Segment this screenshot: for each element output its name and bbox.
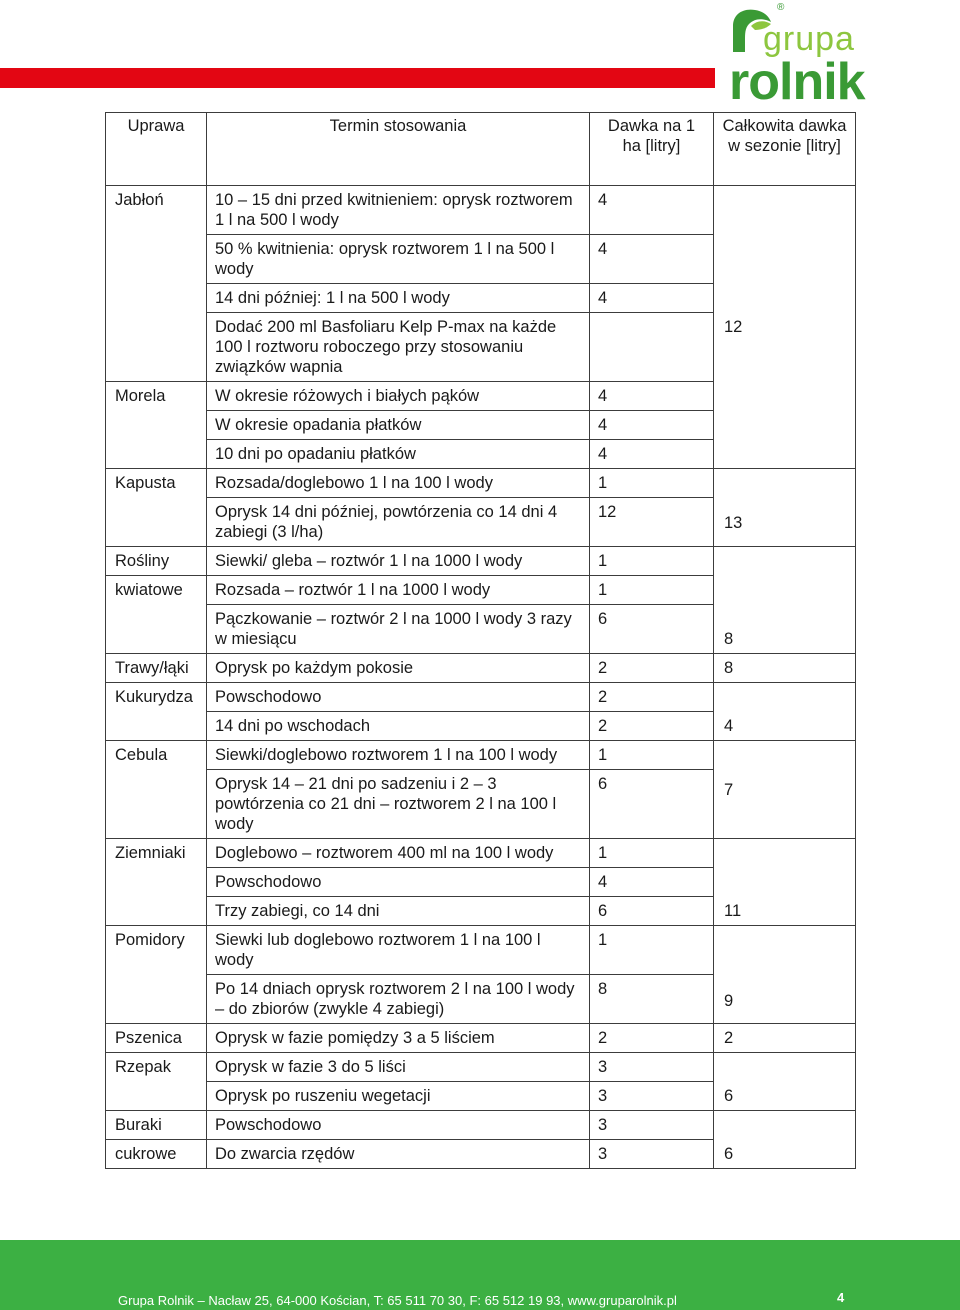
table-row <box>106 926 856 975</box>
footer-contact-text: Grupa Rolnik – Nacław 25, 64-000 Kościan, T: 65 511 70 30, F: 65 512 19 93, www.gruparolnik.pl <box>118 1293 677 1308</box>
term-cell: Pączkowanie – roztwór 2 l na 1000 l wody 3 razy w miesiącu <box>207 605 590 654</box>
table-header-row <box>106 113 856 186</box>
table-row <box>106 683 856 712</box>
dose-cell: 8 <box>590 975 714 1024</box>
crop-cell: Ziemniaki <box>106 839 207 926</box>
term-cell: 14 dni po wschodach <box>207 712 590 741</box>
term-cell: Do zwarcia rzędów <box>207 1140 590 1169</box>
crop-cell: Rzepak <box>106 1053 207 1111</box>
term-cell: Siewki lub doglebowo roztworem 1 l na 100 l wody <box>207 926 590 975</box>
dose-cell: 6 <box>590 770 714 839</box>
dose-cell: 3 <box>590 1111 714 1140</box>
table-row <box>106 186 856 235</box>
crop-cell: Pszenica <box>106 1024 207 1053</box>
table-row <box>106 547 856 576</box>
term-cell: Rozsada – roztwór 1 l na 1000 l wody <box>207 576 590 605</box>
total-cell: 6 <box>714 1111 856 1169</box>
crop-cell: Cebula <box>106 741 207 839</box>
table-row <box>106 654 856 683</box>
dose-cell: 1 <box>590 576 714 605</box>
total-cell: 13 <box>714 469 856 547</box>
term-cell: Oprysk w fazie 3 do 5 liści <box>207 1053 590 1082</box>
header-term: Termin stosowania <box>207 113 590 186</box>
dose-cell: 2 <box>590 654 714 683</box>
table-row <box>106 741 856 770</box>
term-cell: Doglebowo – roztworem 400 ml na 100 l wody <box>207 839 590 868</box>
crop-cell: Morela <box>106 382 207 469</box>
dose-cell: 2 <box>590 712 714 741</box>
dose-cell: 6 <box>590 897 714 926</box>
dose-cell: 2 <box>590 1024 714 1053</box>
term-cell: Trzy zabiegi, co 14 dni <box>207 897 590 926</box>
table-row <box>106 1053 856 1082</box>
term-cell: Oprysk 14 – 21 dni po sadzeniu i 2 – 3 powtórzenia co 21 dni – roztworem 2 l na 100 l wody <box>207 770 590 839</box>
term-cell: Dodać 200 ml Basfoliaru Kelp P-max na każde 100 l roztworu roboczego przy stosowaniu związków wapnia <box>207 313 590 382</box>
logo-text-grupa: grupa <box>763 20 855 58</box>
table-row <box>106 1024 856 1053</box>
dose-cell: 1 <box>590 926 714 975</box>
dose-cell: 4 <box>590 868 714 897</box>
term-cell: Powschodowo <box>207 1111 590 1140</box>
crop-cell: Pomidory <box>106 926 207 1024</box>
crop-cell: Kukurydza <box>106 683 207 741</box>
dose-cell: 1 <box>590 839 714 868</box>
crop-cell: kwiatowe <box>106 576 207 654</box>
term-cell: Powschodowo <box>207 868 590 897</box>
dose-cell: 4 <box>590 411 714 440</box>
term-cell: Oprysk 14 dni później, powtórzenia co 14 dni 4 zabiegi (3 l/ha) <box>207 498 590 547</box>
crop-cell: Rośliny <box>106 547 207 576</box>
term-cell: Oprysk po każdym pokosie <box>207 654 590 683</box>
term-cell: W okresie różowych i białych pąków <box>207 382 590 411</box>
term-cell: Po 14 dniach oprysk roztworem 2 l na 100 l wody – do zbiorów (zwykle 4 zabiegi) <box>207 975 590 1024</box>
term-cell: Siewki/doglebowo roztworem 1 l na 100 l wody <box>207 741 590 770</box>
registered-mark: ® <box>777 2 785 13</box>
term-cell: W okresie opadania płatków <box>207 411 590 440</box>
table-row <box>106 469 856 498</box>
dose-cell: 1 <box>590 741 714 770</box>
total-cell: 4 <box>714 683 856 741</box>
dose-cell: 3 <box>590 1082 714 1111</box>
dose-cell: 2 <box>590 683 714 712</box>
total-cell: 8 <box>714 654 856 683</box>
crop-cell: cukrowe <box>106 1140 207 1169</box>
total-cell: 9 <box>714 926 856 1024</box>
dose-cell: 1 <box>590 547 714 576</box>
dose-cell: 4 <box>590 284 714 313</box>
footer-bar <box>0 1240 960 1310</box>
table-row <box>106 839 856 868</box>
term-cell: Powschodowo <box>207 683 590 712</box>
term-cell: 10 dni po opadaniu płatków <box>207 440 590 469</box>
crop-cell: Buraki <box>106 1111 207 1140</box>
dose-cell: 12 <box>590 498 714 547</box>
term-cell: Oprysk w fazie pomiędzy 3 a 5 liściem <box>207 1024 590 1053</box>
grupa-rolnik-logo <box>715 0 960 111</box>
dose-cell: 4 <box>590 440 714 469</box>
crop-cell: Jabłoń <box>106 186 207 382</box>
dose-cell: 4 <box>590 382 714 411</box>
crop-cell: Kapusta <box>106 469 207 547</box>
term-cell: 10 – 15 dni przed kwitnieniem: oprysk roztworem 1 l na 500 l wody <box>207 186 590 235</box>
header-crop: Uprawa <box>106 113 207 186</box>
dose-cell: 4 <box>590 235 714 284</box>
term-cell: Siewki/ gleba – roztwór 1 l na 1000 l wody <box>207 547 590 576</box>
dose-cell: 3 <box>590 1053 714 1082</box>
dose-cell: 6 <box>590 605 714 654</box>
header-dose: Dawka na 1 ha [litry] <box>590 113 714 186</box>
term-cell: Rozsada/doglebowo 1 l na 100 l wody <box>207 469 590 498</box>
total-cell: 2 <box>714 1024 856 1053</box>
dose-cell: 4 <box>590 186 714 235</box>
total-cell: 11 <box>714 839 856 926</box>
logo-text-rolnik: rolnik <box>729 53 865 111</box>
term-cell: 14 dni później: 1 l na 500 l wody <box>207 284 590 313</box>
term-cell: 50 % kwitnienia: oprysk roztworem 1 l na 500 l wody <box>207 235 590 284</box>
total-cell: 12 <box>714 186 856 469</box>
table-row <box>106 1111 856 1140</box>
total-cell: 7 <box>714 741 856 839</box>
crop-cell: Trawy/łąki <box>106 654 207 683</box>
page-number: 4 <box>837 1290 845 1305</box>
dose-cell: 1 <box>590 469 714 498</box>
term-cell: Oprysk po ruszeniu wegetacji <box>207 1082 590 1111</box>
dosage-table <box>105 112 856 1169</box>
dose-cell <box>590 313 714 382</box>
total-cell: 6 <box>714 1053 856 1111</box>
total-cell: 8 <box>714 547 856 654</box>
dose-cell: 3 <box>590 1140 714 1169</box>
header-total: Całkowita dawka w sezonie [litry] <box>714 113 856 186</box>
